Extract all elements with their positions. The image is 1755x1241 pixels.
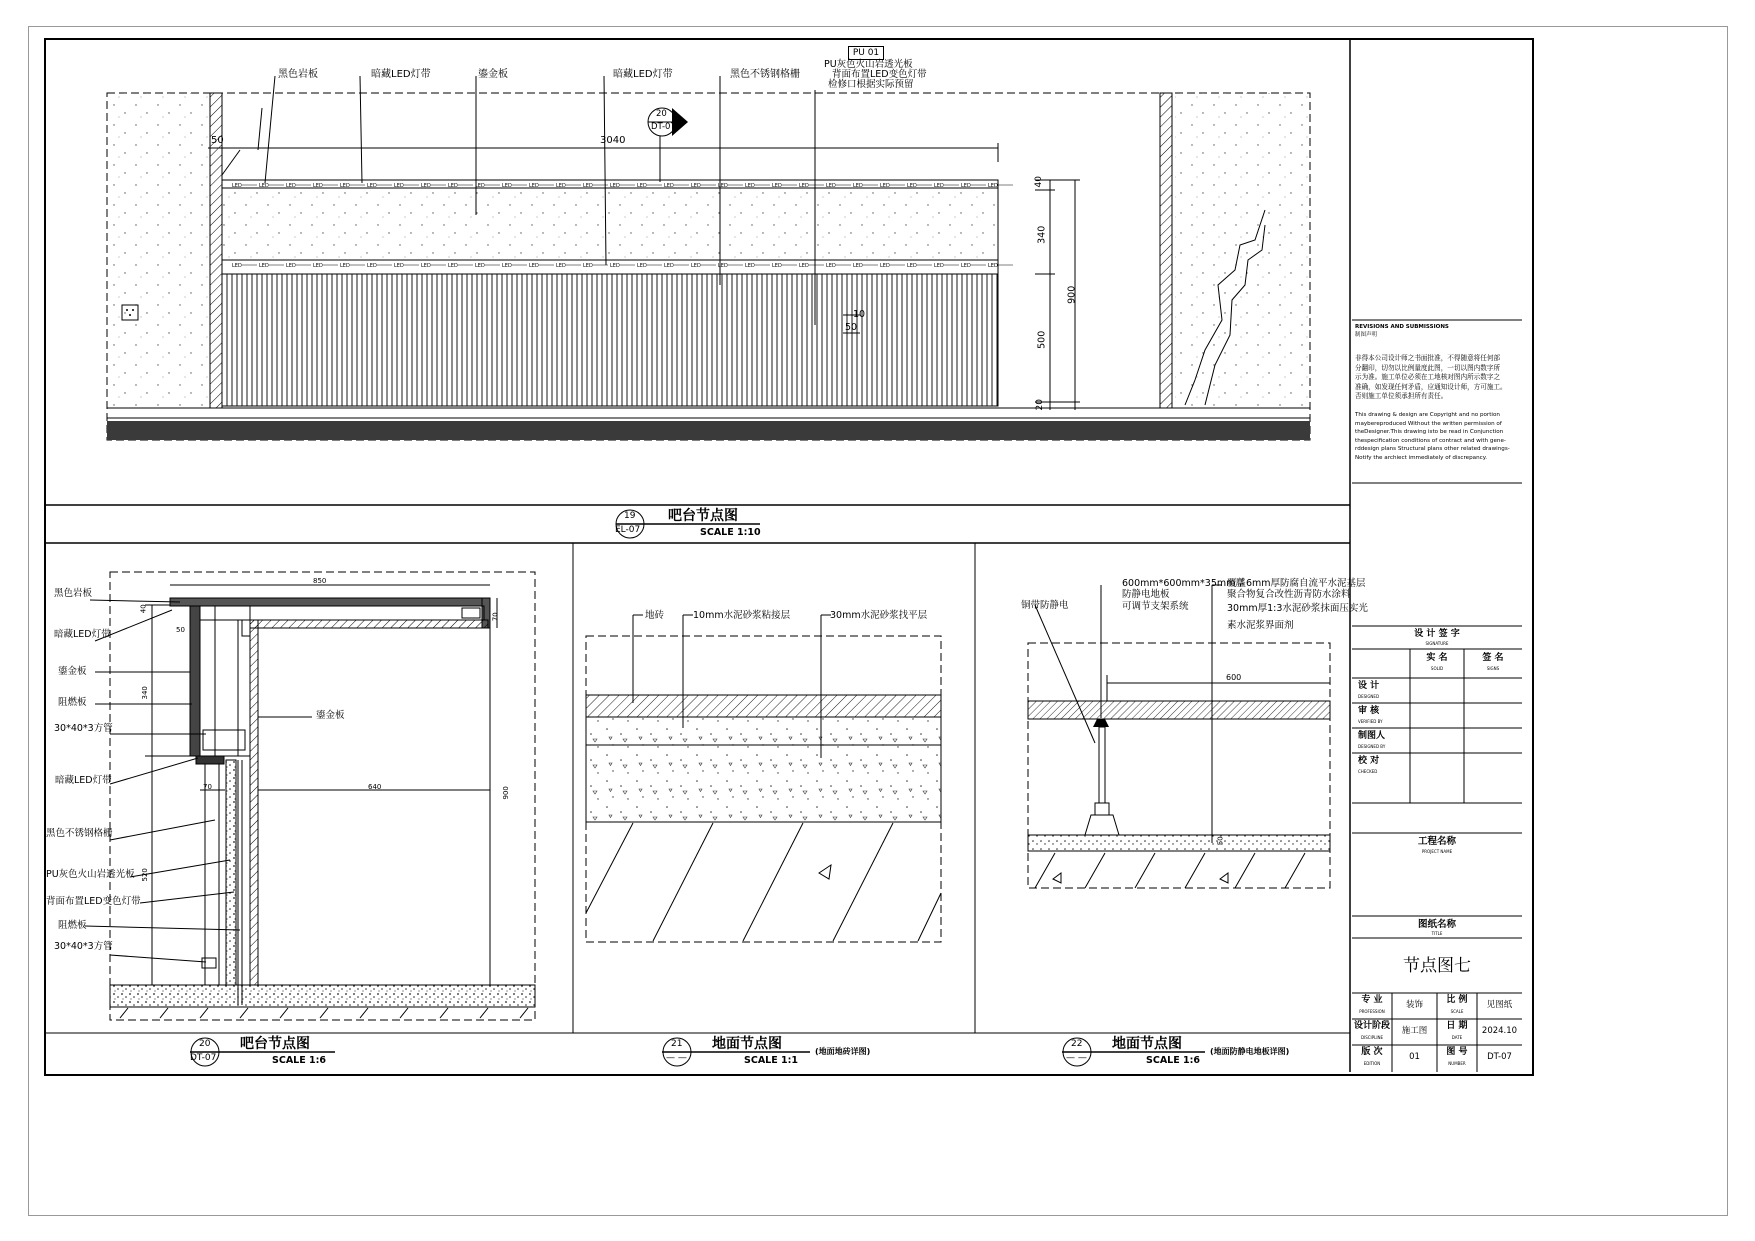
dim-slat-width: 50 (845, 322, 858, 333)
dim-middle: 340 (1036, 225, 1048, 244)
view-22-title: 地面节点图 (1112, 1036, 1182, 1052)
notice-en-line-2: maybereproduced Without the written permission of (1355, 420, 1502, 427)
bar-label-steel-grille: 黑色不锈钢格栅 (46, 828, 113, 839)
section-marker-ref: DT-07 (651, 122, 676, 132)
notice-en-line-3: theDesigner.This drawing isto be read in Conjunction (1355, 429, 1504, 435)
callout-led-strip-1: 暗藏LED灯带 (371, 69, 431, 80)
view-21-number: 21 (671, 1039, 683, 1049)
dim-offset: 50 (211, 135, 224, 146)
led-strip-marker: LED (583, 263, 593, 269)
row-date-label: 日 期 (1446, 1021, 1468, 1031)
revisions-heading-cn: 制图声明 (1355, 332, 1378, 338)
tile-label-adhesive: 10mm水泥砂浆粘接层 (693, 610, 791, 621)
project-name-label: 工程名称 (1417, 836, 1456, 847)
row-profession-value: 装饰 (1405, 1000, 1423, 1010)
signature-heading: 设 计 签 字 (1414, 629, 1460, 639)
role-drafter-en: DESIGNED BY (1358, 744, 1386, 749)
led-strip-marker: LED (691, 263, 701, 269)
led-strip-marker: LED (718, 263, 728, 269)
role-checker-en: CHECKED (1358, 769, 1378, 774)
notice-en-line-1: This drawing & design are Copyright and no portion (1355, 412, 1500, 418)
view-22-ref: — — (1066, 1053, 1087, 1063)
view-21-title: 地面节点图 (712, 1036, 782, 1052)
drawing-title: 节点图七 (1403, 956, 1471, 976)
row-profession-label: 专 业 (1361, 995, 1383, 1005)
bar-dim-900: 900 (501, 786, 510, 800)
title-block-grid (1352, 38, 1522, 1072)
led-strip-marker: LED (232, 263, 242, 269)
bar-label-steel-tube-1: 30*40*3方管 (54, 723, 113, 734)
led-strip-marker: LED (934, 263, 944, 269)
led-strip-marker: LED (529, 183, 539, 189)
dim-top: 40 (1033, 176, 1044, 188)
rf-label-mortar: 30mm厚1:3水泥砂浆抹面压实光 (1227, 603, 1368, 614)
bar-label-led-strip-bottom: 暗藏LED灯带 (55, 775, 112, 786)
bar-dim-520: 520 (140, 868, 149, 882)
tile-label-floor-tile: 地砖 (645, 610, 665, 621)
role-designer: 设 计 (1358, 681, 1380, 691)
led-strip-marker: LED (475, 183, 485, 189)
view-20-scale: SCALE 1:6 (272, 1055, 327, 1066)
bar-label-fire-board-2: 阻燃板 (58, 920, 87, 931)
project-name-label-en: PROJECT NAME (1421, 849, 1453, 854)
view-22-scale: SCALE 1:6 (1146, 1055, 1201, 1066)
led-strip-marker: LED (286, 263, 296, 269)
tag-line-3: 检修口根据实际预留 (828, 79, 914, 90)
rf-label-waterproof: 聚合物复合改性沥青防水涂料 (1227, 589, 1351, 600)
led-strip-marker: LED (583, 183, 593, 189)
led-strip-marker: LED (421, 183, 431, 189)
view-20-ref: DT-07 (190, 1053, 217, 1063)
led-strip-marker: LED (664, 263, 674, 269)
drawing-name-label-en: TITLE (1431, 931, 1443, 936)
led-strip-marker: LED (853, 263, 863, 269)
led-strip-marker: LED (340, 183, 350, 189)
callout-led-strip-2: 暗藏LED灯带 (613, 69, 673, 80)
row-number-value: DT-07 (1487, 1052, 1512, 1062)
callout-gilded-panel: 鎏金板 (478, 69, 508, 80)
row-edition-value: 01 (1409, 1052, 1420, 1062)
led-strip-marker: LED (853, 183, 863, 189)
dim-lower: 500 (1036, 330, 1048, 349)
view-20-title: 吧台节点图 (240, 1036, 310, 1052)
row-date-value: 2024.10 (1481, 1026, 1518, 1036)
led-strip-marker: LED (907, 263, 917, 269)
view-22-number: 22 (1071, 1039, 1083, 1049)
led-strip-marker: LED (961, 183, 971, 189)
rf-label-antistatic: 防静电地板 (1122, 589, 1170, 600)
led-strip-marker: LED (637, 263, 647, 269)
row-date-label-en: DATE (1451, 1035, 1463, 1040)
led-strip-marker: LED (286, 183, 296, 189)
row-scale-label-en: SCALE (1450, 1009, 1464, 1014)
led-strip-marker: LED (529, 263, 539, 269)
led-strip-marker: LED (259, 263, 269, 269)
name-column-heading: 实 名 (1426, 653, 1448, 663)
bar-label-fire-board-1: 阻燃板 (58, 697, 87, 708)
led-strip-marker: LED (745, 263, 755, 269)
notice-cn-line-1: 非得本公司设计师之书面批准，不得随意将任何部 (1355, 354, 1501, 362)
bar-label-led-strip-top: 暗藏LED灯带 (54, 629, 111, 640)
led-strip-marker: LED (826, 183, 836, 189)
led-strip-marker: LED (772, 183, 782, 189)
tag-line-2: 背面布置LED变色灯带 (832, 69, 927, 80)
row-discipline-label: 设计阶段 (1353, 1021, 1390, 1031)
led-strip-marker: LED (475, 263, 485, 269)
bar-dim-40: 40 (139, 604, 148, 614)
notice-cn-line-2: 分翻印，切勿以比例量度此图，一切以图内数字所 (1355, 363, 1501, 372)
notice-cn-line-5: 否则施工单位须承担所有责任。 (1355, 392, 1448, 400)
led-strip-marker: LED (637, 183, 647, 189)
row-number-label-en: NUMBER (1448, 1061, 1466, 1066)
tag-line-1: PU灰色火山岩透光板 (824, 59, 913, 70)
rf-label-copper: 铜带防静电 (1021, 600, 1069, 611)
rf-dim-600: 600 (1226, 673, 1242, 682)
drawing-name-label: 图纸名称 (1417, 919, 1456, 930)
dim-total: 900 (1066, 285, 1078, 304)
view-19-ref: EL-07 (615, 525, 641, 535)
view-21-ref: — — (666, 1053, 687, 1063)
led-strip-marker: LED (367, 263, 377, 269)
material-tag: PU 01 (848, 46, 884, 60)
dim-width: 3040 (600, 135, 626, 146)
bar-label-color-led: 背面布置LED变色灯带 (46, 896, 141, 907)
led-strip-marker: LED (610, 263, 620, 269)
led-strip-marker: LED (502, 183, 512, 189)
section-marker-number: 20 (656, 109, 667, 119)
led-strip-marker: LED (313, 183, 323, 189)
led-strip-marker: LED (394, 263, 404, 269)
bar-label-black-slate: 黑色岩板 (54, 588, 93, 599)
view-21-note: (地面地砖详图) (815, 1047, 871, 1056)
led-strip-marker: LED (502, 263, 512, 269)
led-strip-marker: LED (664, 183, 674, 189)
row-discipline-value: 施工图 (1401, 1026, 1428, 1036)
view-21-scale: SCALE 1:1 (744, 1055, 799, 1066)
revisions-heading-en: REVISIONS AND SUBMISSIONS (1355, 324, 1449, 330)
signature-heading-en: SIGNATURE (1425, 641, 1449, 646)
view-19-number: 19 (624, 511, 636, 521)
led-strip-marker: LED (556, 263, 566, 269)
row-discipline-label-en: DISCIPLINE (1360, 1035, 1384, 1040)
led-strip-marker: LED (556, 183, 566, 189)
bar-dim-50: 50 (176, 626, 185, 634)
led-strip-marker: LED (799, 183, 809, 189)
sign-column-heading: 签 名 (1482, 653, 1504, 663)
role-designer-en: DESIGNED (1358, 694, 1380, 699)
notice-en-line-5: rddesign plans Structural plans other related drawings- (1355, 446, 1510, 452)
led-strip-marker: LED (448, 183, 458, 189)
role-verifier: 审 核 (1358, 706, 1380, 716)
tile-label-screed: 30mm水泥砂浆找平层 (830, 610, 928, 621)
led-strip-marker: LED (799, 263, 809, 269)
led-strip-marker: LED (961, 263, 971, 269)
raised-floor-drawing (975, 543, 1350, 1033)
led-strip-marker: LED (367, 183, 377, 189)
led-strip-marker: LED (718, 183, 728, 189)
notice-cn-line-4: 准确，如发现任何矛盾，应通知设计师，方可施工。 (1355, 382, 1507, 391)
bar-dim-340: 340 (140, 686, 149, 700)
notice-cn-line-3: 示为准。施工单位必须在工地核对图内所示数字之 (1355, 373, 1501, 381)
led-strip-marker: LED (880, 183, 890, 189)
rf-label-panel-size: 600mm*600mm*35mm厚 (1122, 578, 1245, 589)
role-checker: 校 对 (1358, 756, 1380, 766)
led-strip-marker: LED (232, 183, 242, 189)
notice-cn (1355, 354, 1521, 402)
view-19-scale: SCALE 1:10 (700, 527, 761, 538)
row-scale-label: 比 例 (1446, 995, 1468, 1005)
view-19-title: 吧台节点图 (668, 508, 738, 524)
led-strip-marker: LED (988, 263, 998, 269)
bar-dim-70-bottom: 70 (203, 783, 212, 791)
led-strip-marker: LED (340, 263, 350, 269)
led-strip-marker: LED (745, 183, 755, 189)
bar-label-lava-panel: PU灰色火山岩透光板 (46, 869, 135, 880)
view-22-note: (地面防静电地板详图) (1210, 1047, 1290, 1056)
notice-en-line-6: Notify the archiect immediately of discrepancy. (1355, 454, 1488, 461)
bar-label-gilded-panel: 鎏金板 (58, 666, 87, 677)
rf-label-self-level: 覆盖6mm厚防腐自流平水泥基层 (1227, 578, 1366, 589)
bar-label-right-gilded: 鎏金板 (316, 710, 345, 721)
led-strip-marker: LED (259, 183, 269, 189)
led-strip-marker: LED (313, 263, 323, 269)
dim-slat-gap: 10 (853, 309, 866, 320)
led-strip-marker: LED (448, 263, 458, 269)
rf-dim-50: 50 (1216, 836, 1225, 846)
row-scale-value: 见图纸 (1486, 1000, 1513, 1010)
led-strip-marker: LED (610, 183, 620, 189)
led-strip-marker: LED (421, 263, 431, 269)
role-drafter: 制图人 (1358, 731, 1386, 741)
callout-black-slate: 黑色岩板 (278, 69, 318, 80)
bar-dim-top-width: 850 (313, 577, 327, 585)
row-profession-label-en: PROFESSION (1359, 1009, 1385, 1014)
row-number-label: 图 号 (1446, 1047, 1468, 1057)
notice-en (1355, 411, 1521, 462)
led-strip-marker: LED (691, 183, 701, 189)
row-edition-label: 版 次 (1361, 1047, 1383, 1057)
bar-label-steel-tube-2: 30*40*3方管 (54, 941, 113, 952)
callout-steel-grille: 黑色不锈钢格栅 (730, 69, 800, 80)
led-strip-marker: LED (934, 183, 944, 189)
led-strip-marker: LED (988, 183, 998, 189)
row-edition-label-en: EDITION (1363, 1061, 1381, 1066)
led-strip-marker: LED (394, 183, 404, 189)
bar-dim-70-top: 70 (491, 612, 500, 622)
dim-bottom: 20 (1034, 399, 1045, 411)
rf-label-pedestal: 可调节支架系统 (1122, 601, 1189, 612)
sign-column-heading-en: SIGNS (1486, 666, 1500, 671)
led-strip-marker: LED (880, 263, 890, 269)
title-block (1352, 38, 1522, 1072)
led-strip-marker: LED (907, 183, 917, 189)
led-strip-marker: LED (826, 263, 836, 269)
bar-dim-inner-width: 640 (368, 783, 382, 791)
rf-label-cement-paste: 素水泥浆界面剂 (1227, 620, 1294, 631)
view-20-number: 20 (199, 1039, 211, 1049)
role-verifier-en: VERIFIED BY (1358, 719, 1383, 724)
notice-en-line-4: thespecification conditions of contract and with gene- (1355, 437, 1506, 444)
name-column-heading-en: SOLID (1430, 666, 1444, 671)
led-strip-marker: LED (772, 263, 782, 269)
